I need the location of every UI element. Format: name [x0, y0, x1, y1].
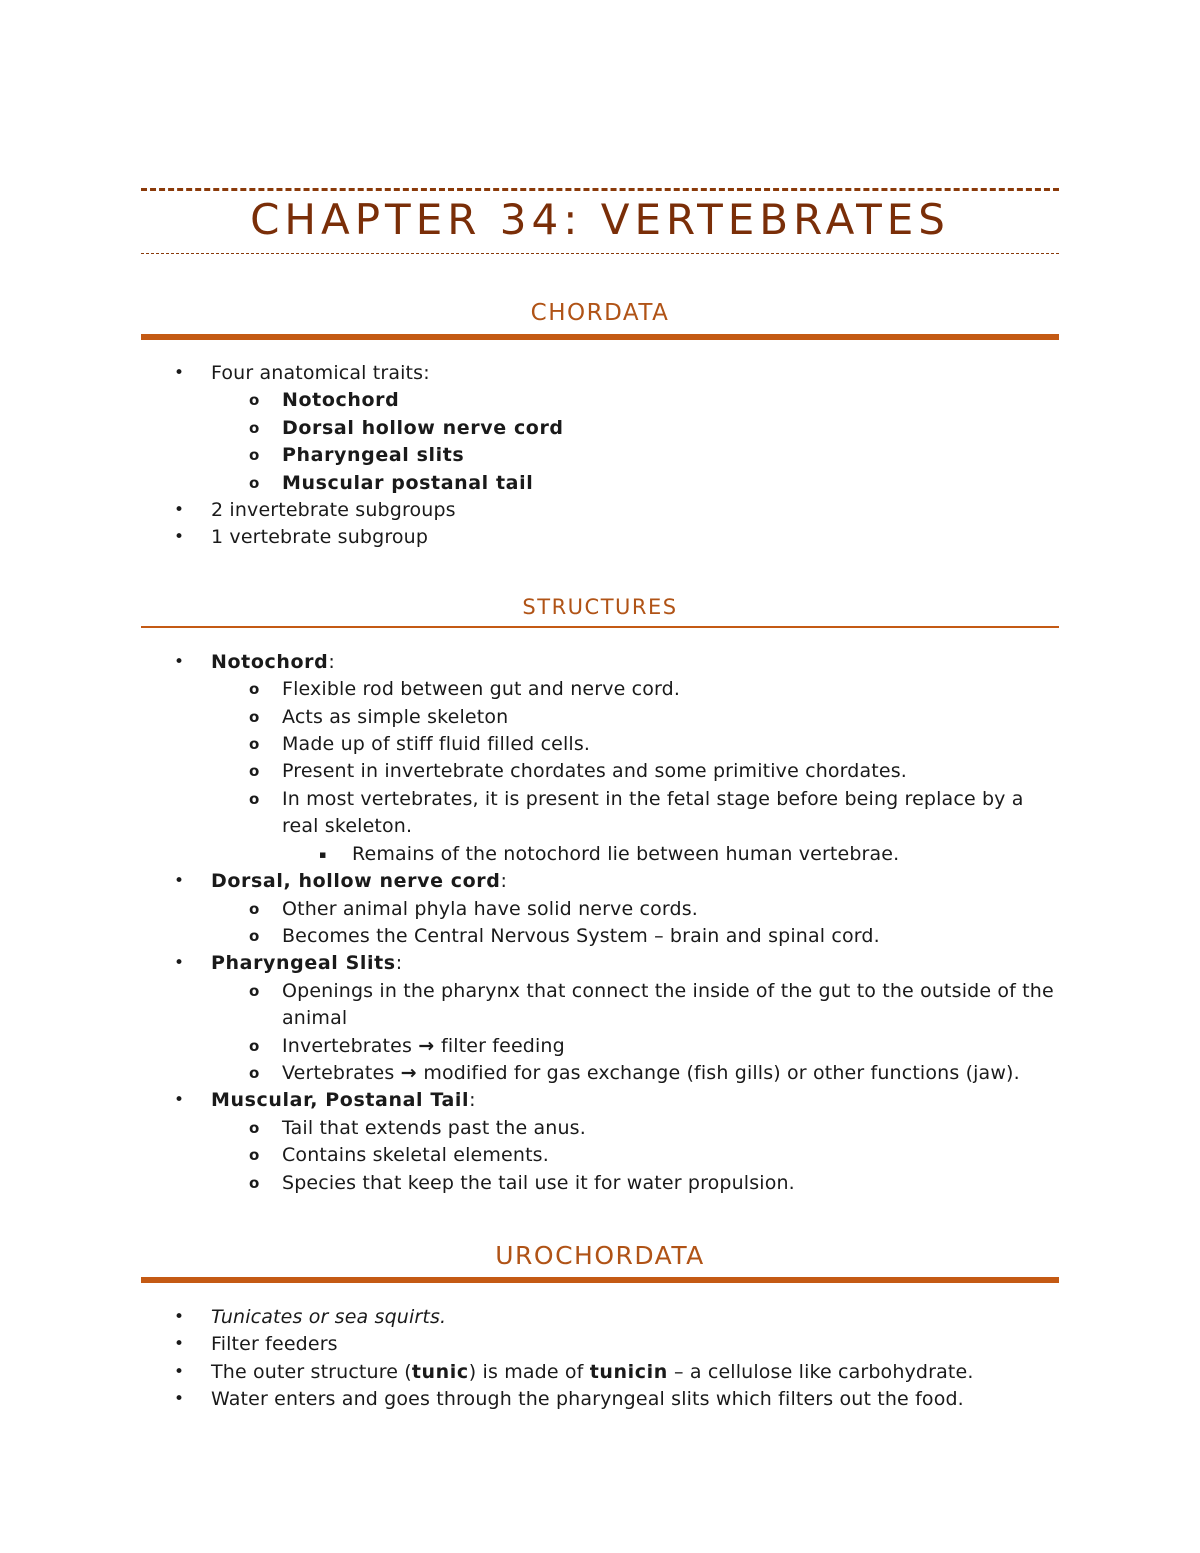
bullet-icon: •: [174, 1334, 185, 1355]
list-item: [141, 360, 1059, 387]
list-item: [141, 896, 1059, 923]
circle-bullet-icon: o: [249, 1173, 260, 1192]
nerve-cord-label: Dorsal, hollow nerve cord: [211, 870, 501, 893]
circle-bullet-icon: o: [249, 1036, 260, 1055]
notochord-item: Made up of stiff fluid filled cells.: [282, 733, 591, 756]
chordata-list: [141, 360, 1059, 552]
list-item: [141, 1331, 1059, 1358]
trait-nerve-cord: Dorsal hollow nerve cord: [282, 416, 564, 439]
heading-chordata: CHORDATA: [530, 300, 670, 326]
list-item: [141, 676, 1059, 703]
heading-rule: [141, 626, 1059, 628]
circle-bullet-icon: o: [249, 789, 260, 808]
list-item: [141, 1386, 1059, 1413]
list-item: [141, 415, 1059, 442]
list-item: [141, 923, 1059, 950]
circle-bullet-icon: o: [249, 1118, 260, 1137]
list-item: [141, 1033, 1059, 1060]
postanal-tail-label: Muscular, Postanal Tail: [211, 1089, 470, 1112]
tail-item: Contains skeletal elements.: [282, 1144, 549, 1167]
circle-bullet-icon: o: [249, 981, 260, 1000]
nerve-cord-item: Other animal phyla have solid nerve cords.: [282, 897, 698, 920]
list-item: [141, 1359, 1059, 1386]
arrow-right-icon: →: [418, 1034, 435, 1057]
slits-item-detail: modified for gas exchange (fish gills) or other functions (jaw).: [423, 1061, 1020, 1084]
circle-bullet-icon: o: [249, 680, 260, 699]
heading-structures: STRUCTURES: [522, 594, 678, 619]
title-bottom-rule: [141, 253, 1059, 254]
invertebrate-subgroups: 2 invertebrate subgroups: [211, 499, 456, 522]
heading-rule: [141, 1277, 1059, 1283]
circle-bullet-icon: o: [249, 473, 260, 492]
circle-bullet-icon: o: [249, 762, 260, 781]
circle-bullet-icon: o: [249, 707, 260, 726]
tail-item: Tail that extends past the anus.: [282, 1116, 586, 1139]
list-item: [141, 950, 1059, 977]
title-top-rule: [141, 188, 1059, 191]
tail-item: Species that keep the tail use it for water propulsion.: [282, 1171, 795, 1194]
trait-postanal-tail: Muscular postanal tail: [282, 471, 534, 494]
bullet-icon: •: [174, 953, 185, 974]
slits-item-subject: Vertebrates: [282, 1061, 395, 1084]
bullet-icon: •: [174, 527, 185, 548]
trait-pharyngeal-slits: Pharyngeal slits: [282, 444, 465, 467]
term-tunicin: tunicin: [589, 1360, 668, 1383]
urochordata-list: [141, 1304, 1059, 1414]
list-item: [141, 1142, 1059, 1169]
notochord-item: In most vertebrates, it is present in the fetal stage before being replace by a real skeleton.: [282, 787, 1024, 838]
uro-item-text: ) is made of: [468, 1360, 590, 1383]
pharyngeal-slits-label: Pharyngeal Slits: [211, 952, 396, 975]
notochord-sub-item: Remains of the notochord lie between human vertebrae.: [352, 842, 900, 865]
circle-bullet-icon: o: [249, 926, 260, 945]
title-block: [141, 188, 1059, 258]
slits-item: Openings in the pharynx that connect the inside of the gut to the outside of the animal: [282, 979, 1054, 1030]
nerve-cord-item: Becomes the Central Nervous System – brain and spinal cord.: [282, 924, 880, 947]
list-item: [141, 442, 1059, 469]
circle-bullet-icon: o: [249, 899, 260, 918]
list-item: [141, 649, 1059, 676]
colon: :: [328, 650, 335, 673]
list-item: [141, 524, 1059, 551]
arrow-right-icon: →: [400, 1061, 418, 1084]
circle-bullet-icon: o: [249, 391, 260, 410]
list-item: [141, 731, 1059, 758]
traits-intro: Four anatomical traits:: [211, 362, 430, 384]
list-item: [141, 1304, 1059, 1331]
circle-bullet-icon: o: [249, 1063, 260, 1082]
term-tunic: tunic: [411, 1360, 469, 1383]
uro-item-text: The outer structure (: [211, 1360, 412, 1383]
circle-bullet-icon: o: [249, 735, 260, 754]
list-item: [141, 497, 1059, 524]
circle-bullet-icon: o: [249, 418, 260, 437]
list-item: [141, 868, 1059, 895]
list-item: [141, 470, 1059, 497]
slits-item-subject: Invertebrates: [282, 1034, 413, 1057]
heading-rule: [141, 334, 1059, 340]
bullet-icon: •: [174, 1389, 185, 1410]
bullet-icon: •: [174, 1306, 185, 1327]
notochord-item: Acts as simple skeleton: [282, 705, 509, 728]
trait-notochord: Notochord: [282, 389, 400, 412]
circle-bullet-icon: o: [249, 1146, 260, 1165]
bullet-icon: •: [174, 651, 185, 672]
circle-bullet-icon: o: [249, 446, 260, 465]
page-content: [141, 188, 1059, 1414]
bullet-icon: •: [174, 363, 185, 383]
colon: :: [500, 870, 508, 893]
vertebrate-subgroup: 1 vertebrate subgroup: [211, 526, 429, 549]
heading-urochordata: UROCHORDATA: [495, 1240, 705, 1270]
list-item: [141, 1087, 1059, 1114]
structures-list: [141, 649, 1059, 1197]
square-bullet-icon: ▪: [319, 847, 327, 861]
bullet-icon: •: [174, 871, 185, 892]
list-item: [141, 1060, 1059, 1087]
list-item: [141, 841, 1059, 868]
colon: :: [469, 1089, 476, 1112]
list-item: [141, 1115, 1059, 1142]
list-item: [141, 704, 1059, 731]
list-item: [141, 758, 1059, 785]
bullet-icon: •: [174, 500, 185, 521]
colon: :: [395, 952, 403, 975]
uro-item: Water enters and goes through the pharyngeal slits which filters out the food.: [211, 1388, 964, 1411]
notochord-label: Notochord: [211, 650, 329, 673]
list-item: [141, 786, 1059, 841]
bullet-icon: •: [174, 1361, 185, 1382]
uro-item: Filter feeders: [211, 1333, 338, 1356]
notochord-item: Flexible rod between gut and nerve cord.: [282, 678, 681, 701]
document-title: CHAPTER 34: VERTEBRATES: [250, 195, 950, 244]
bullet-icon: •: [174, 1090, 185, 1111]
uro-item-text: – a cellulose like carbohydrate.: [667, 1360, 974, 1383]
list-item: [141, 978, 1059, 1033]
list-item: [141, 1170, 1059, 1197]
list-item: [141, 387, 1059, 414]
uro-item: Tunicates or sea squirts.: [211, 1305, 447, 1328]
notochord-item: Present in invertebrate chordates and some primitive chordates.: [282, 760, 907, 783]
slits-item-detail: filter feeding: [440, 1034, 565, 1057]
